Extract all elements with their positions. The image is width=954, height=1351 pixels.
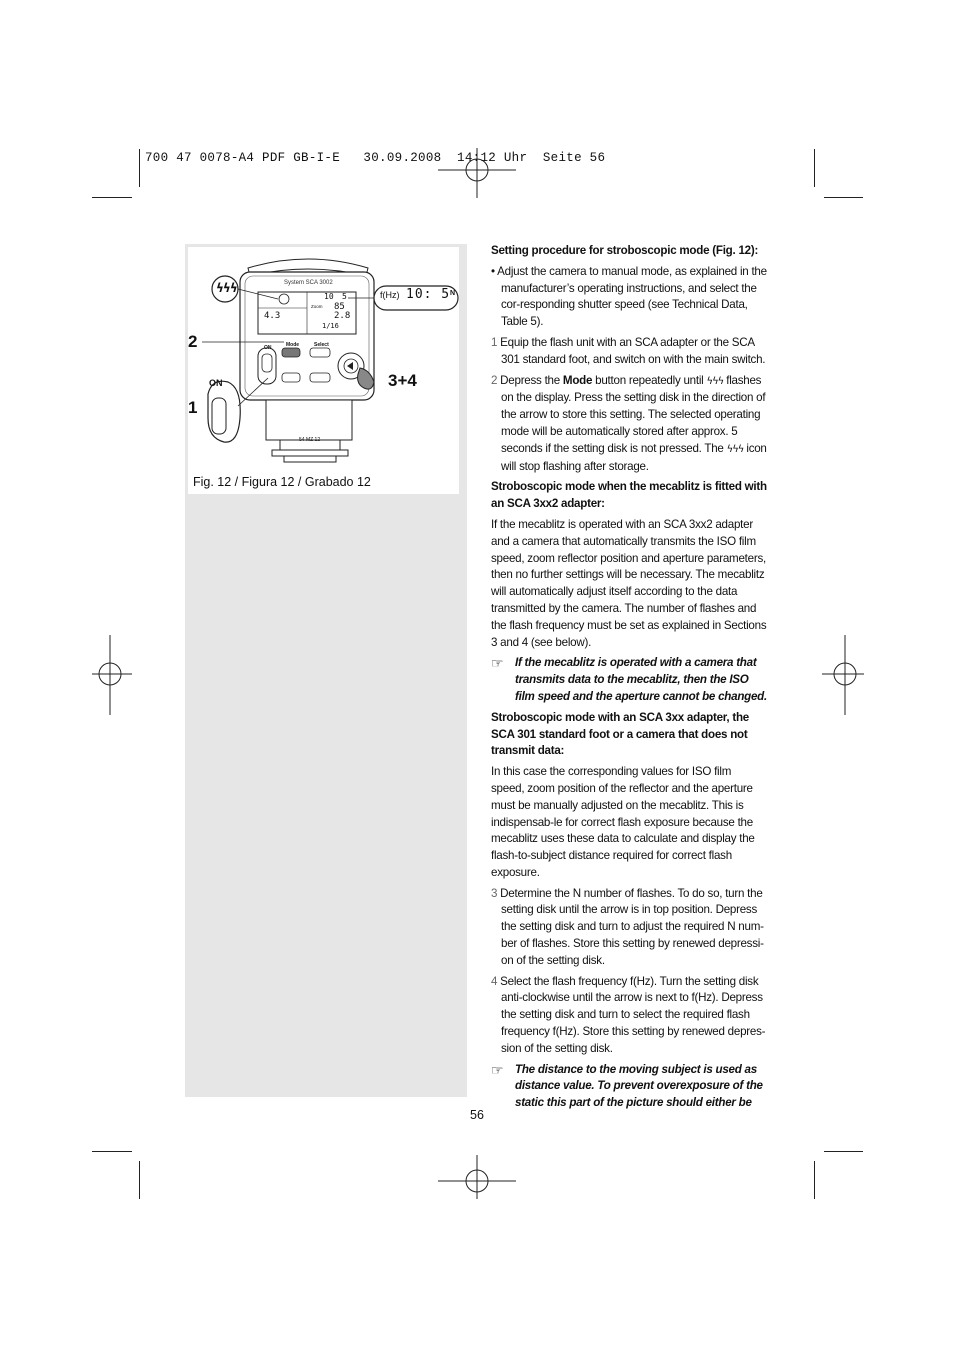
device-on-small-label: ON <box>264 345 272 351</box>
print-header: 700 47 0078-A4 PDF GB-I-E 30.09.2008 14:12 Uhr Seite 56 <box>145 151 606 165</box>
paragraph-manual-values: In this case the corresponding values for ISO film speed, zoom position of the reflector and the aperture must be manually adjusted on the mecablitz. This is indispensab-le for correct flash exposure because the mecablitz uses these data to calculate and display the flash-to-subject distance required for correct flash exposure. <box>491 765 755 879</box>
note-1-text: If the mecablitz is operated with a camera that transmits data to the mecablitz, then the ISO film speed and the aperture cannot be changed. <box>515 656 767 703</box>
callout-3-4: 3+4 <box>388 371 417 390</box>
crop-mark-top-right-v <box>814 149 815 187</box>
device-display-shutter: 1/16 <box>322 322 339 330</box>
device-display-zoom: 85 <box>334 302 345 312</box>
strobe-icon-2: ϟϟϟ <box>726 443 744 455</box>
step-4 <box>491 974 767 1058</box>
step-3-text: Determine the N number of flashes. To do so, turn the setting disk until the arrow is in top position. Depress the setting disk and turn to adjust the required N num-ber of flashes. Store this setting by renewed depressi-on of the setting disk. <box>497 886 764 967</box>
device-display-freq-suffix: 5 <box>342 292 347 301</box>
step-2 <box>491 373 767 476</box>
zoom-callout-value: 10: 5 <box>406 287 451 302</box>
step-3-number: 3 <box>491 886 498 900</box>
crop-mark-top-left-h <box>92 197 132 198</box>
step-2-mid: button repeatedly until <box>592 373 707 387</box>
crop-mark-bottom-left-v <box>139 1161 140 1199</box>
text-column <box>491 243 767 1116</box>
crop-mark-bottom-right-h <box>824 1151 863 1152</box>
crop-mark-bottom-right-v <box>814 1161 815 1199</box>
crop-mark-top-right-h <box>824 197 863 198</box>
note-2-text: The distance to the moving subject is used as distance value. To prevent overexposure of the static this part of the picture should either be <box>515 1062 763 1110</box>
device-brand-text: System SCA 3002 <box>284 280 333 286</box>
heading-setting-procedure: Setting procedure for stroboscopic mode (Fig. 12): <box>491 244 759 257</box>
step-3 <box>491 886 767 970</box>
callout-2: 2 <box>188 332 198 351</box>
pointing-hand-icon: ☞ <box>491 655 504 672</box>
step-1 <box>491 335 767 369</box>
step-1-text: Equip the flash unit with an SCA adapter or the SCA 301 standard foot, and switch on with the main switch. <box>497 335 766 366</box>
page-number: 56 <box>470 1108 484 1122</box>
step-2-pre: Depress the <box>497 373 563 387</box>
device-display-aperture: 2.8 <box>334 311 351 321</box>
device-display-left: 4.3 <box>264 311 281 321</box>
paragraph-sca-3xx2: If the mecablitz is operated with an SCA 3xx2 adapter and a camera that automatically transmits the ISO film speed, zoom reflector position and aperture parameters, then no further settings will be necessary. The mecablitz will automatically adjust itself according to the data transmitted by the camera. The number of flashes and the flash frequency must be set as explained in Sections 3 and 4 (see below). <box>491 517 767 649</box>
step-2-end: icon will stop flashing after storage. <box>501 441 767 473</box>
step-1-number: 1 <box>491 335 498 349</box>
strobe-icon-figure: ϟϟϟ <box>216 281 237 295</box>
note-distance <box>491 1062 767 1112</box>
device-foot-label: 54 MZ 12 <box>299 437 321 443</box>
step-2-post: flashes on the display. Press the setting disk in the direction of the arrow to store this setting. The selected operating mode will be automatically stored after approx. 5 seconds if the setting disk is not pressed. The <box>501 373 766 455</box>
crop-mark-top-left-v <box>139 149 140 187</box>
zoom-callout-suffix: N <box>450 290 456 297</box>
figure-caption: Fig. 12 / Figura 12 / Grabado 12 <box>193 475 371 489</box>
zoom-callout-text: f(Hz) <box>380 290 400 300</box>
bullet-adjust-camera: • Adjust the camera to manual mode, as explained in the manufacturer’s operating instructions, and select the cor-responding shutter speed (see Technical Data, Table 5). <box>491 264 767 329</box>
step-2-mode-word: Mode <box>562 373 593 387</box>
device-on-label: ON <box>209 378 223 388</box>
heading-sca-3xx: Stroboscopic mode with an SCA 3xx adapter, the SCA 301 standard foot or a camera that does not transmit data: <box>491 710 750 758</box>
step-4-number: 4 <box>491 974 498 988</box>
device-display-zoom-label: Zoom <box>311 304 323 309</box>
note-data-transmission <box>491 655 767 705</box>
step-2-number: 2 <box>491 373 498 387</box>
pointing-hand-icon-2: ☞ <box>491 1061 504 1078</box>
step-4-text: Select the flash frequency f(Hz). Turn the setting disk anti-clockwise until the arrow is next to f(Hz). Depress the setting disk and turn to select the required flash frequency f(Hz). Store this setting by renewed depres-sion of the setting disk. <box>497 974 766 1055</box>
callout-1: 1 <box>188 398 198 417</box>
registration-mark-right <box>822 635 864 715</box>
strobe-icon: ϟϟϟ <box>706 375 724 387</box>
device-display-freq: 10 <box>324 292 334 301</box>
heading-sca-3xx2: Stroboscopic mode when the mecablitz is fitted with an SCA 3xx2 adapter: <box>491 480 767 511</box>
registration-mark-left <box>92 635 132 715</box>
device-select-label: Select <box>314 342 329 348</box>
registration-mark-bottom <box>438 1155 516 1199</box>
crop-mark-bottom-left-h <box>92 1151 132 1152</box>
device-mode-label: Mode <box>286 342 300 348</box>
